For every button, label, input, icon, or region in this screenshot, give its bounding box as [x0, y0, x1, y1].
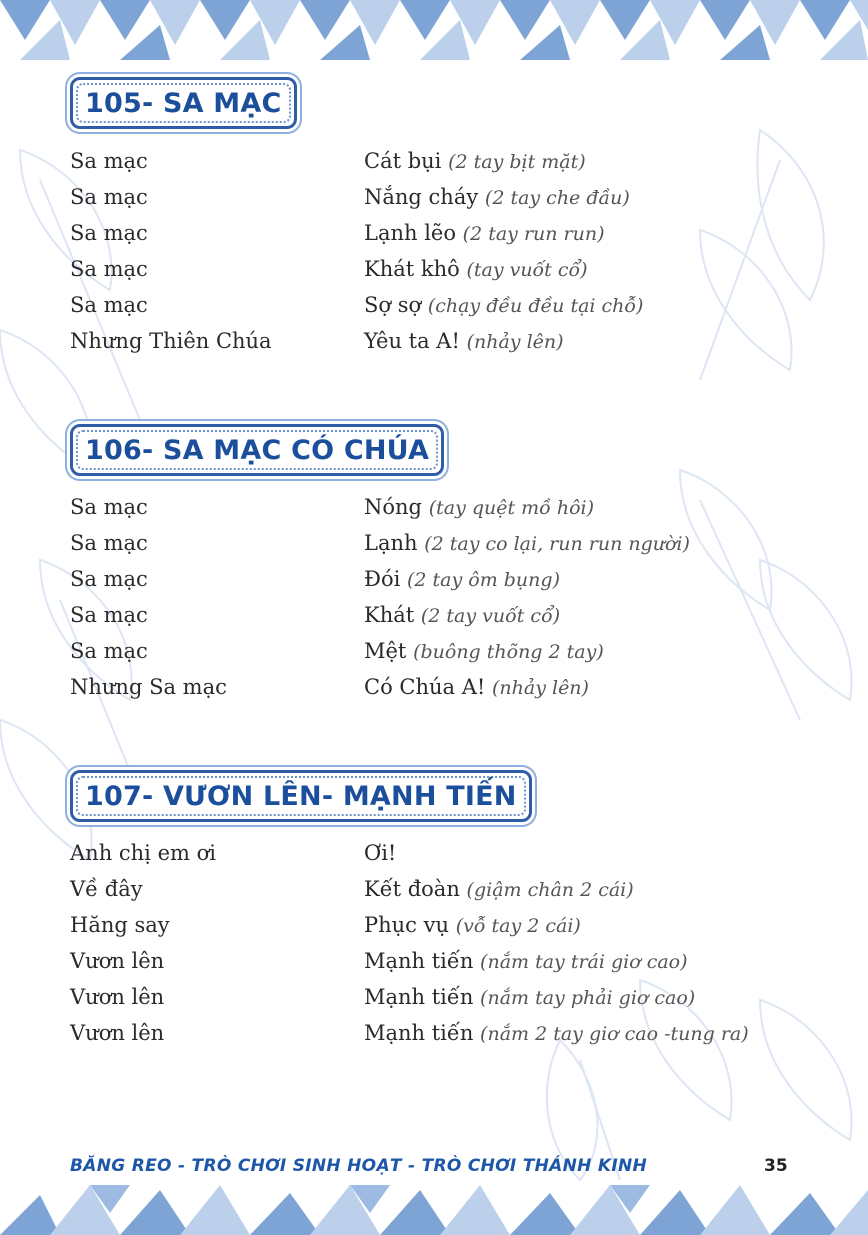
response-line [364, 143, 586, 180]
action-note: (nhảy lên) [492, 677, 589, 699]
response-line [364, 633, 604, 670]
call-text: Sa mạc [70, 149, 148, 173]
response-line [364, 907, 581, 944]
response-text: Nắng cháy [364, 185, 479, 209]
call-text: Nhưng Thiên Chúa [70, 329, 272, 353]
call-text: Sa mạc [70, 567, 148, 591]
call-text: Sa mạc [70, 221, 148, 245]
verse-row [70, 633, 830, 669]
action-note: (2 tay vuốt cổ) [420, 605, 561, 627]
response-line [364, 215, 605, 252]
response-line [364, 835, 396, 872]
call-text: Sa mạc [70, 257, 148, 281]
verse-row [70, 179, 830, 215]
verse-row [70, 525, 830, 561]
call-text: Về đây [70, 877, 143, 901]
action-note: (nắm tay phải giơ cao) [480, 987, 696, 1009]
response-line [364, 179, 630, 216]
section-105-rows [70, 143, 830, 359]
call-text: Vươn lên [70, 1021, 165, 1045]
response-text: Lạnh [364, 531, 418, 555]
top-triangle-border [0, 0, 868, 70]
bottom-triangle-border [0, 1185, 868, 1235]
verse-row [70, 323, 830, 359]
section-106-rows [70, 489, 830, 705]
response-line [364, 1015, 749, 1052]
response-text: Cát bụi [364, 149, 442, 173]
footer-book-title: BĂNG REO - TRÒ CHƠI SINH HOẠT - TRÒ CHƠI THÁNH KINH [70, 1156, 648, 1176]
verse-row [70, 669, 830, 705]
action-note: (2 tay bịt mặt) [448, 151, 586, 173]
response-text: Nóng [364, 495, 422, 519]
action-note: (chạy đều đều tại chỗ) [427, 295, 644, 317]
call-text: Sa mạc [70, 639, 148, 663]
response-text: Ơi! [364, 841, 397, 865]
response-text: Khát khô [364, 257, 460, 281]
action-note: (2 tay co lại, run run người) [424, 533, 690, 555]
call-text: Anh chị em ơi [70, 841, 216, 865]
call-text: Sa mạc [70, 531, 148, 555]
verse-row [70, 143, 830, 179]
response-text: Phục vụ [364, 913, 450, 937]
section-title-text: 107- VƯƠN LÊN- MẠNH TIẾN [85, 780, 517, 812]
call-text: Sa mạc [70, 495, 148, 519]
action-note: (vỗ tay 2 cái) [455, 915, 581, 937]
response-line [364, 251, 588, 288]
call-text: Sa mạc [70, 293, 148, 317]
verse-row [70, 251, 830, 287]
call-text: Sa mạc [70, 185, 148, 209]
verse-row [70, 215, 830, 251]
section-106-title [70, 424, 444, 476]
response-text: Mạnh tiến [364, 985, 474, 1009]
response-line [364, 287, 643, 324]
response-line [364, 943, 688, 980]
call-text: Nhưng Sa mạc [70, 675, 227, 699]
verse-row [70, 907, 830, 943]
response-line [364, 323, 564, 360]
verse-row [70, 1015, 830, 1051]
section-107-rows [70, 835, 830, 1051]
verse-row [70, 489, 830, 525]
verse-row [70, 943, 830, 979]
section-105-title [70, 77, 297, 129]
response-text: Có Chúa A! [364, 675, 486, 699]
response-text: Mạnh tiến [364, 1021, 474, 1045]
response-text: Kết đoàn [364, 877, 460, 901]
response-line [364, 561, 560, 598]
action-note: (nắm tay trái giơ cao) [480, 951, 688, 973]
section-title-text: 106- SA MẠC CÓ CHÚA [85, 434, 430, 466]
call-text: Hăng say [70, 913, 170, 937]
verse-row [70, 979, 830, 1015]
action-note: (giậm chân 2 cái) [466, 879, 634, 901]
action-note: (tay vuốt cổ) [466, 259, 588, 281]
response-line [364, 489, 594, 526]
verse-row [70, 871, 830, 907]
response-text: Mạnh tiến [364, 949, 474, 973]
action-note: (2 tay ôm bụng) [407, 569, 560, 591]
verse-row [70, 835, 830, 871]
action-note: (buông thõng 2 tay) [413, 641, 604, 663]
response-text: Khát [364, 603, 415, 627]
call-text: Vươn lên [70, 949, 165, 973]
action-note: (nhảy lên) [466, 331, 564, 353]
response-text: Đói [364, 567, 401, 591]
response-text: Lạnh lẽo [364, 221, 456, 245]
response-line [364, 669, 589, 706]
call-text: Sa mạc [70, 603, 148, 627]
response-text: Mệt [364, 639, 407, 663]
verse-row [70, 597, 830, 633]
response-text: Yêu ta A! [364, 329, 460, 353]
action-note: (nắm 2 tay giơ cao -tung ra) [480, 1023, 749, 1045]
call-text: Vươn lên [70, 985, 165, 1009]
verse-row [70, 561, 830, 597]
action-note: (tay quệt mồ hôi) [428, 497, 595, 519]
section-title-text: 105- SA MẠC [85, 87, 282, 119]
response-line [364, 979, 695, 1016]
response-line [364, 597, 560, 634]
verse-row [70, 287, 830, 323]
response-text: Sợ sợ [364, 293, 422, 317]
action-note: (2 tay che đầu) [484, 187, 630, 209]
section-107-title [70, 770, 532, 822]
action-note: (2 tay run run) [462, 223, 605, 245]
page-number: 35 [764, 1156, 788, 1176]
response-line [364, 871, 634, 908]
response-line [364, 525, 690, 562]
